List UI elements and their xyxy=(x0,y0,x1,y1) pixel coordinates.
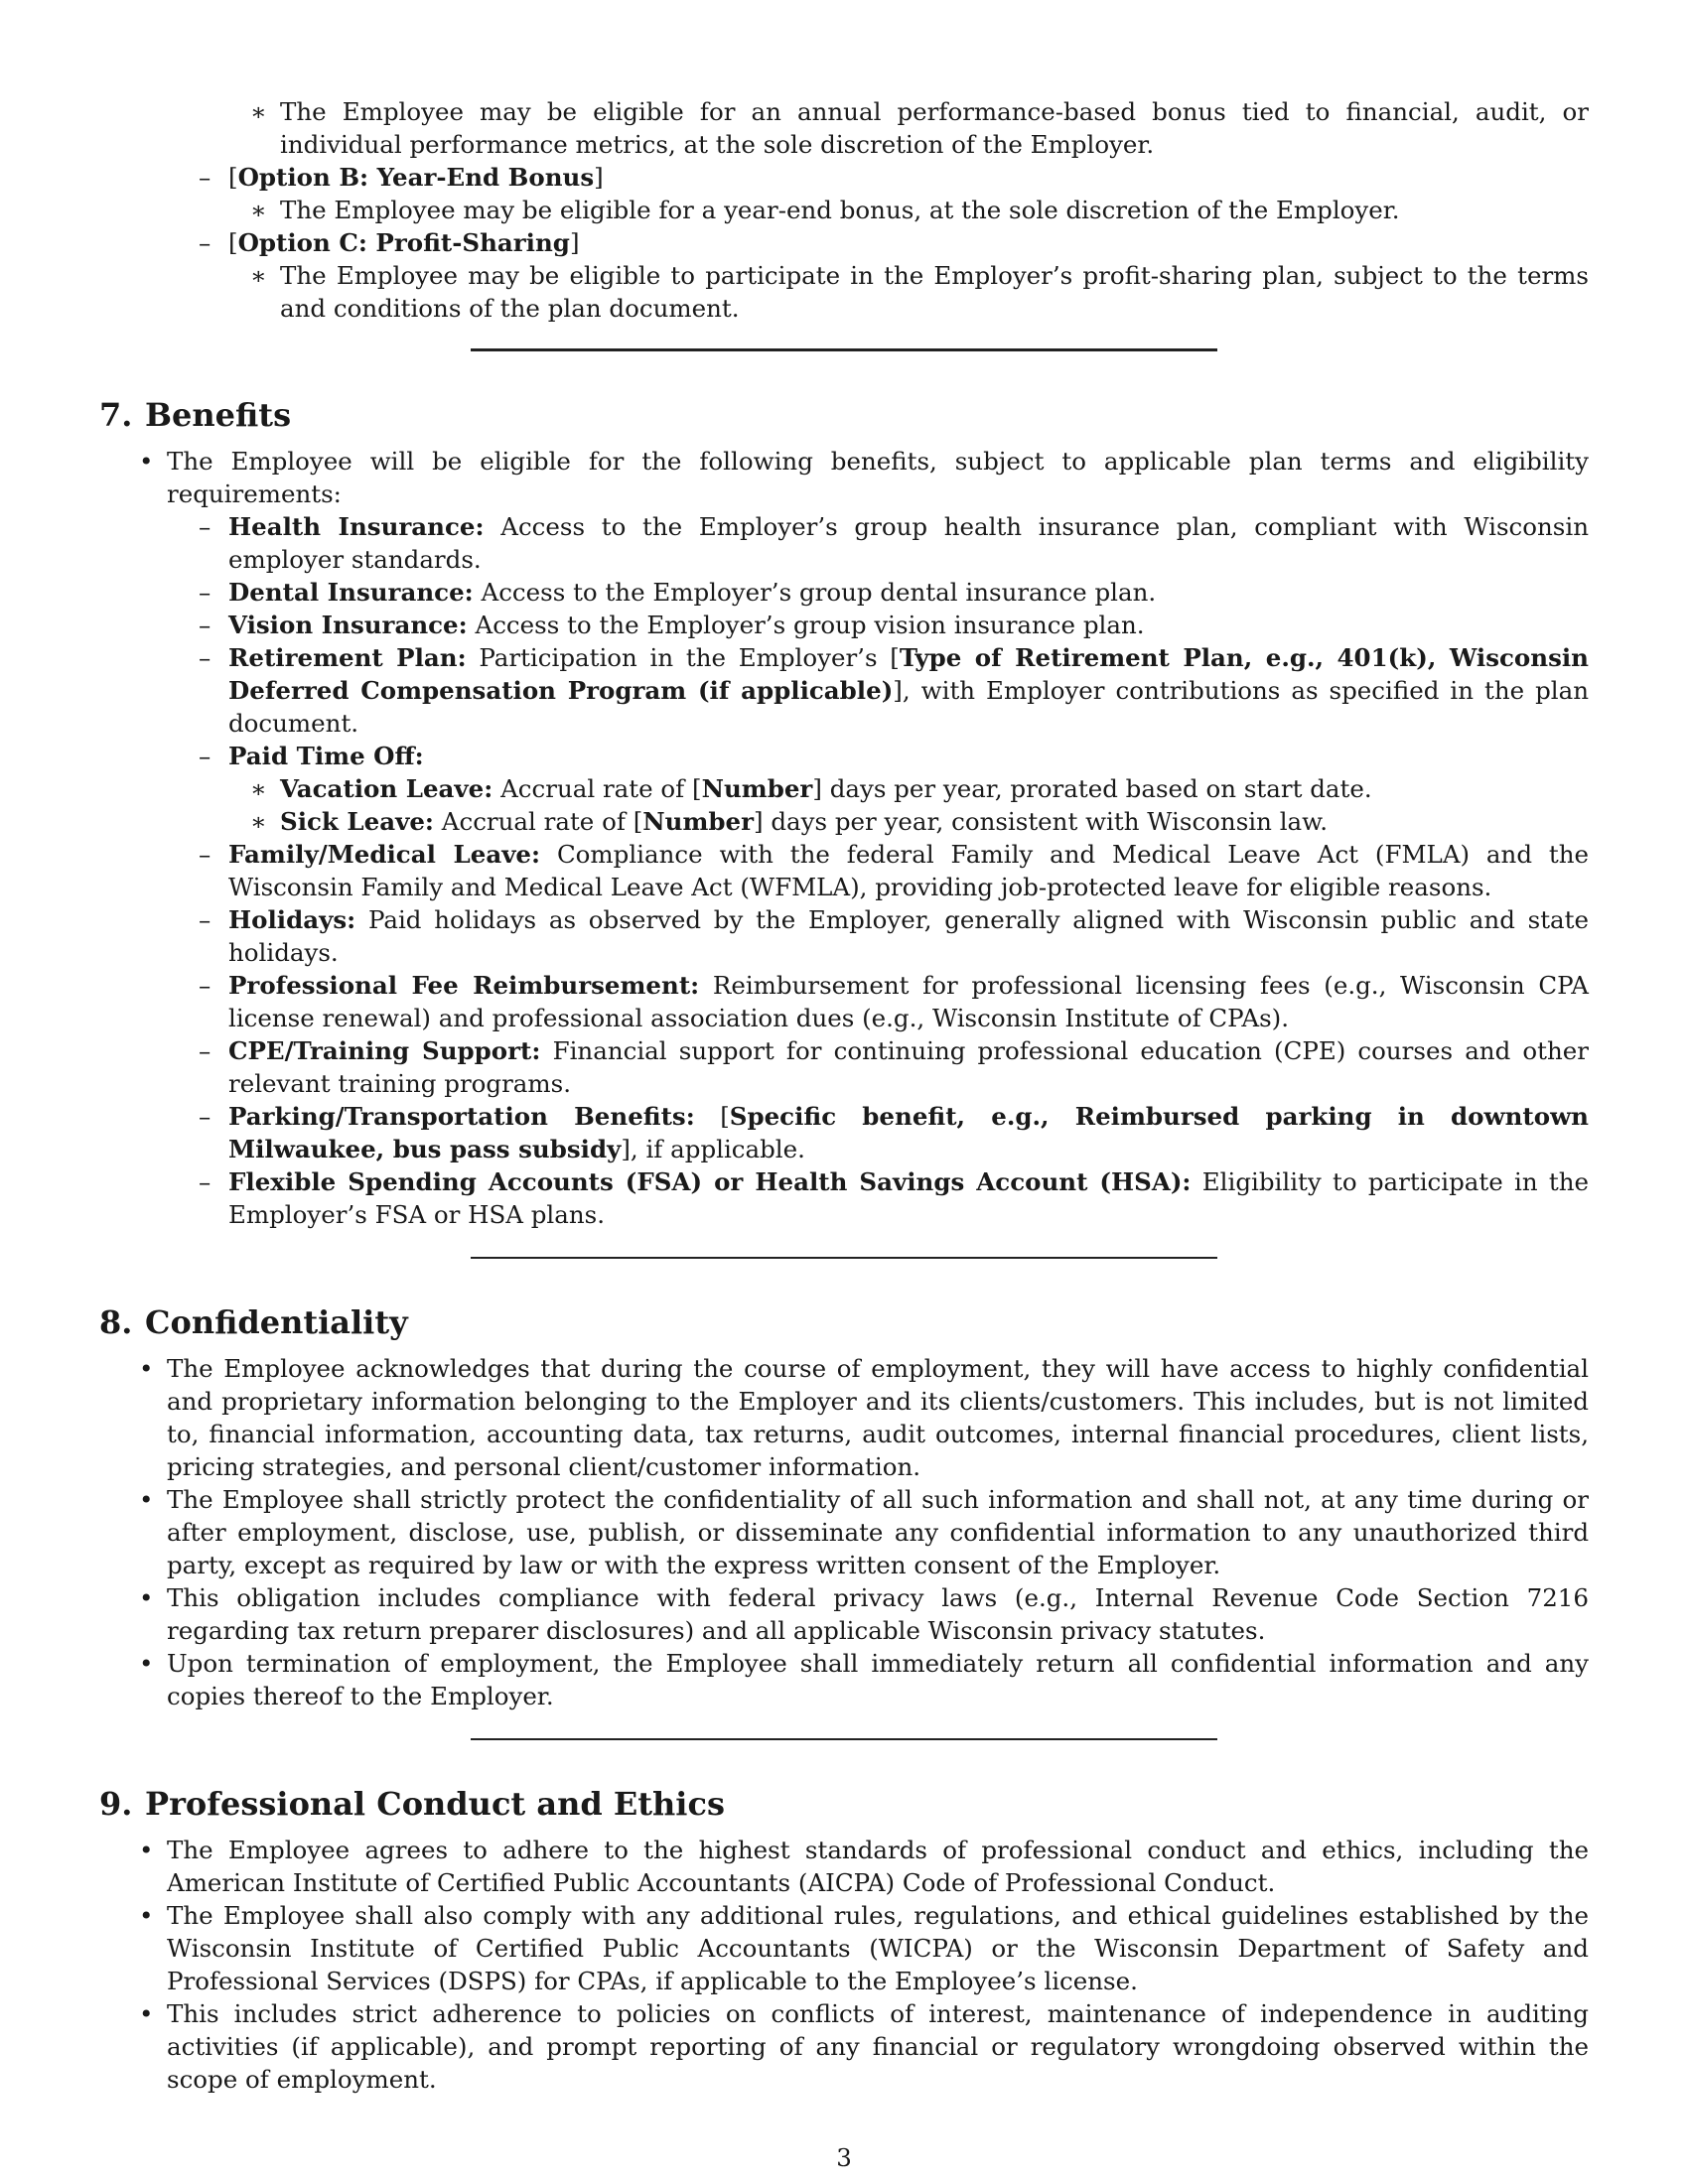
bonus-option-c-text: ∗ The Employee may be eligible to participate in the Employer’s profit-sharing plan, subject to the terms and conditions of the plan document. xyxy=(250,261,1589,323)
bonus-option-b-text: ∗ The Employee may be eligible for a year-end bonus, at the sole discretion of the Employer. xyxy=(250,196,1400,224)
section-heading-confidentiality: 8. Confidentiality xyxy=(99,1303,408,1341)
confidentiality-item: • The Employee acknowledges that during the course of employment, they will have access to highly confidential and proprietary information belonging to the Employer and its clients/customers. This includes, but is not limited to, financial information, accounting data, tax returns, audit outcomes, internal financial procedures, client lists, pricing strategies, and personal client/customer information. xyxy=(139,1354,1589,1481)
benefits-intro: • The Employee will be eligible for the following benefits, subject to applicable plan terms and eligibility requirements: xyxy=(139,447,1589,508)
confidentiality-item: • This obligation includes compliance with federal privacy laws (e.g., Internal Revenue Code Section 7216 regarding tax return preparer disclosures) and all applicable Wisconsin privacy statutes. xyxy=(139,1583,1589,1645)
benefit-holidays: – Holidays: Paid holidays as observed by the Employer, generally aligned with Wisconsin public and state holidays. xyxy=(199,905,1589,967)
confidentiality-item: • The Employee shall strictly protect the confidentiality of all such information and shall not, at any time during or after employment, disclose, use, publish, or disseminate any confidential information to any unauthorized third party, except as required by law or with the express written consent of the Employer. xyxy=(139,1485,1589,1579)
benefit-pto: – Paid Time Off: xyxy=(199,742,424,770)
benefit-vision: – Vision Insurance: Access to the Employer’s group vision insurance plan. xyxy=(199,611,1145,639)
benefit-vacation: ∗ Vacation Leave: Accrual rate of [Number] days per year, prorated based on start date. xyxy=(250,774,1372,803)
benefit-cpe: – CPE/Training Support: Financial support for continuing professional education (CPE) courses and other relevant training programs. xyxy=(199,1036,1589,1098)
benefit-fee-reimbursement: – Professional Fee Reimbursement: Reimbursement for professional licensing fees (e.g., Wisconsin CPA license renewal) and professional association dues (e.g., Wisconsin Institute of CPAs). xyxy=(199,971,1589,1032)
benefit-dental: – Dental Insurance: Access to the Employer’s group dental insurance plan. xyxy=(199,578,1157,607)
conduct-item: • The Employee agrees to adhere to the highest standards of professional conduct and ethics, including the American Institute of Certified Public Accountants (AICPA) Code of Professional Conduct. xyxy=(139,1836,1589,1897)
benefit-fsa-hsa: – Flexible Spending Accounts (FSA) or Health Savings Account (HSA): Eligibility to participate in the Employer’s FSA or HSA plans. xyxy=(199,1167,1590,1229)
bonus-option-c: – [Option C: Profit-Sharing] xyxy=(199,228,580,257)
benefit-retirement: – Retirement Plan: Participation in the Employer’s [Type of Retirement Plan, e.g., 401(k), Wisconsin Deferred Compensation Program (if applicable)], with Employer contributions as specified in the plan document. xyxy=(199,643,1589,738)
conduct-item: • This includes strict adherence to policies on conflicts of interest, maintenance of independence in auditing activities (if applicable), and prompt reporting of any financial or regulatory wrongdoing observed within the scope of employment. xyxy=(139,1999,1589,2094)
page-number: 3 xyxy=(836,2143,852,2172)
conduct-item: • The Employee shall also comply with any additional rules, regulations, and ethical guidelines established by the Wisconsin Institute of Certified Public Accountants (WICPA) or the Wisconsin Department of Safety and Professional Services (DSPS) for CPAs, if applicable to the Employee’s license. xyxy=(139,1901,1589,1995)
bonus-option-c-label: Option C: Profit-Sharing xyxy=(237,228,570,257)
section-heading-professional-conduct: 9. Professional Conduct and Ethics xyxy=(99,1785,725,1823)
benefit-health: – Health Insurance: Access to the Employer’s group health insurance plan, compliant with Wisconsin employer standards. xyxy=(199,512,1589,574)
bonus-option-a-text: ∗ The Employee may be eligible for an annual performance-based bonus tied to financial, audit, or individual performance metrics, at the sole discretion of the Employer. xyxy=(250,97,1589,159)
bonus-option-b-label: Option B: Year-End Bonus xyxy=(237,163,595,192)
benefit-sick: ∗ Sick Leave: Accrual rate of [Number] days per year, consistent with Wisconsin law. xyxy=(250,807,1328,836)
benefit-parking: – Parking/Transportation Benefits: [Specific benefit, e.g., Reimbursed parking in downtown Milwaukee, bus pass subsidy], if applicable. xyxy=(199,1102,1589,1163)
benefit-fmla: – Family/Medical Leave: Compliance with the federal Family and Medical Leave Act (FMLA) and the Wisconsin Family and Medical Leave Act (WFMLA), providing job-protected leave for eligible reasons. xyxy=(199,840,1589,901)
section-heading-benefits: 7. Benefits xyxy=(99,396,292,434)
document-page xyxy=(99,95,1589,2096)
bonus-option-b: – [Option B: Year-End Bonus] xyxy=(199,163,604,192)
confidentiality-item: • Upon termination of employment, the Employee shall immediately return all confidential information and any copies thereof to the Employer. xyxy=(139,1649,1589,1710)
